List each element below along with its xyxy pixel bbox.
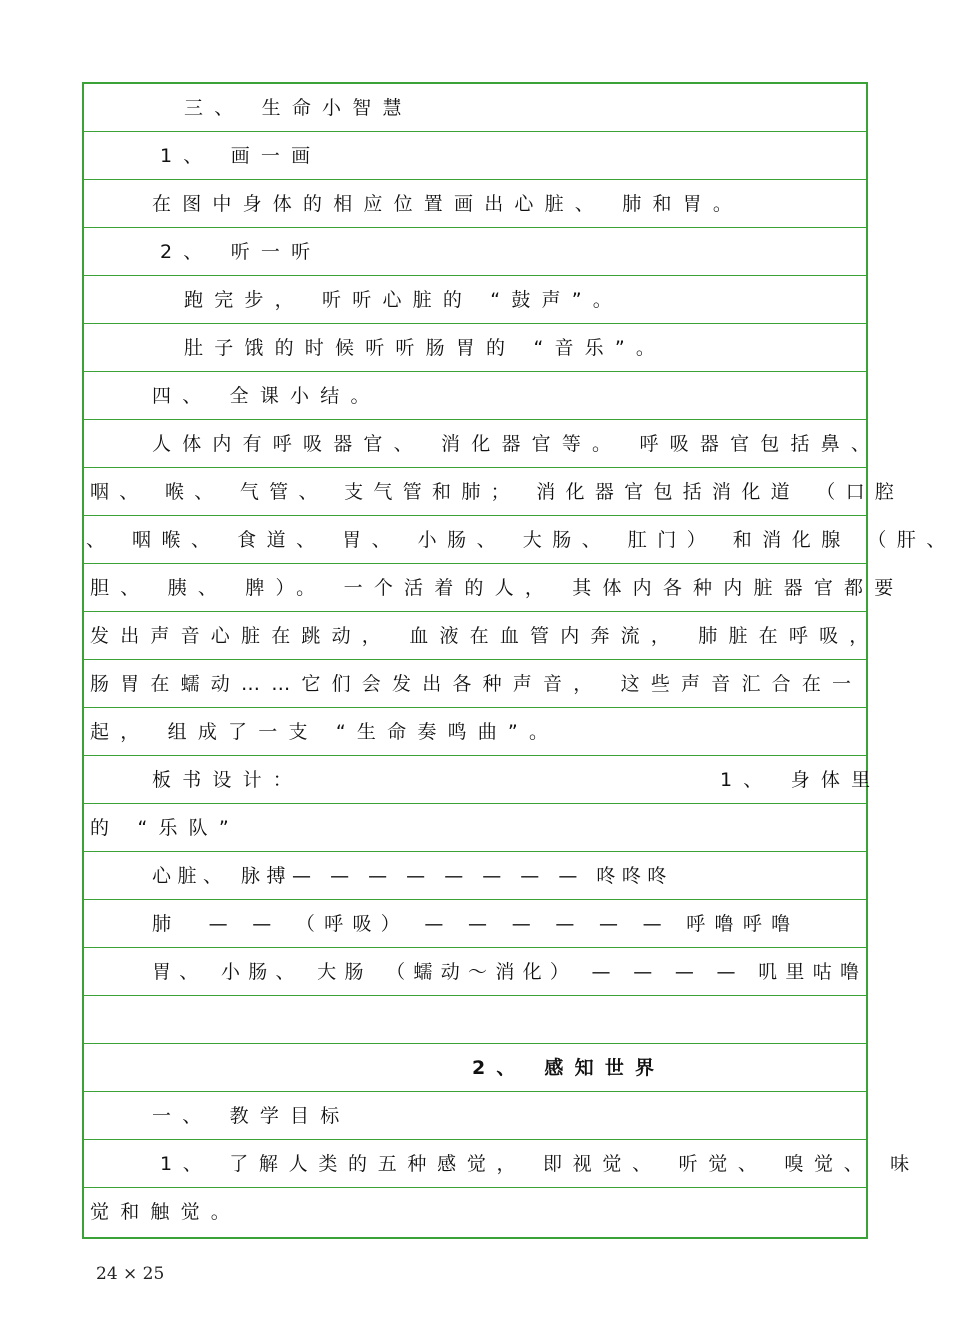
- paragraph-line: 咽、 喉、 气管、 支气管和肺； 消化器官包括消化道 （口腔: [90, 481, 905, 503]
- table-row-empty: [84, 996, 866, 1044]
- text-line: 在图中身体的相应位置画出心脏、 肺和胃。: [152, 193, 744, 215]
- table-row: [84, 420, 882, 468]
- document-table: [82, 82, 956, 1239]
- board-design-line: 胃、 小肠、 大肠 （蠕动～消化） — — — — 叽里咕噜: [152, 961, 868, 983]
- table-row: [84, 372, 866, 420]
- table-row: [84, 228, 866, 276]
- lesson-title: 2、 感知世界: [472, 1057, 666, 1079]
- table-row: [84, 1188, 866, 1237]
- text-line: 跑完步， 听听心脏的 “鼓声”。: [184, 289, 623, 311]
- paragraph-line: 人体内有呼吸器官、 消化器官等。 呼吸器官包括鼻、: [152, 433, 882, 455]
- board-design-label: 板书设计：: [152, 769, 304, 791]
- table-row: [84, 180, 866, 228]
- table-row: [84, 660, 866, 708]
- paragraph-line: 1、 了解人类的五种感觉， 即视觉、 听觉、 嗅觉、 味: [160, 1153, 920, 1175]
- board-design-line: 心脏、 脉搏— — — — — — — — 咚咚咚: [152, 865, 673, 887]
- text-line: 肚子饿的时候听听肠胃的 “音乐”。: [184, 337, 667, 359]
- table-row: [84, 516, 956, 564]
- section-heading: 一、 教学目标: [152, 1105, 351, 1127]
- paragraph-line: 、 咽喉、 食道、 胃、 小肠、 大肠、 肛门） 和消化腺 （肝、: [86, 529, 956, 551]
- table-row: [84, 1044, 866, 1092]
- table-row: [84, 852, 866, 900]
- table-row: [84, 1092, 866, 1140]
- subsection-heading: 1、 画一画: [160, 145, 322, 167]
- table-row: [84, 468, 905, 516]
- subsection-heading: 2、 听一听: [160, 241, 322, 263]
- table-row: [84, 948, 866, 996]
- table-row: [84, 804, 866, 852]
- table-row: [84, 756, 882, 804]
- paragraph-line: 发出声音心脏在跳动， 血液在血管内奔流， 肺脏在呼吸，: [90, 625, 880, 647]
- table-row: [84, 612, 880, 660]
- paragraph-line: 胆、 胰、 脾）。 一个活着的人， 其体内各种内脏器官都要: [90, 577, 905, 599]
- paragraph-line: 肠胃在蠕动……它们会发出各种声音， 这些声音汇合在一: [90, 673, 863, 695]
- table-row: [84, 708, 866, 756]
- section-heading: 四、 全课小结。: [152, 385, 381, 407]
- section-heading: 三、 生命小智慧: [184, 97, 413, 119]
- table-row: [84, 900, 866, 948]
- paragraph-line: 起， 组成了一支 “生命奏鸣曲”。: [90, 721, 560, 743]
- table-row: [84, 84, 866, 132]
- board-design-title-end: 的 “乐队”: [90, 817, 240, 839]
- paragraph-line: 觉和触觉。: [90, 1201, 242, 1223]
- board-design-line: 肺 — — （呼吸） — — — — — — 呼噜呼噜: [152, 913, 800, 935]
- table-row: [84, 132, 866, 180]
- table-row: [84, 276, 866, 324]
- board-design-title-start: 1、 身体里: [720, 769, 882, 791]
- page-size-label: 24 × 25: [96, 1264, 165, 1284]
- table-row: [84, 564, 905, 612]
- table-row: [84, 1140, 920, 1188]
- table-row: [84, 324, 866, 372]
